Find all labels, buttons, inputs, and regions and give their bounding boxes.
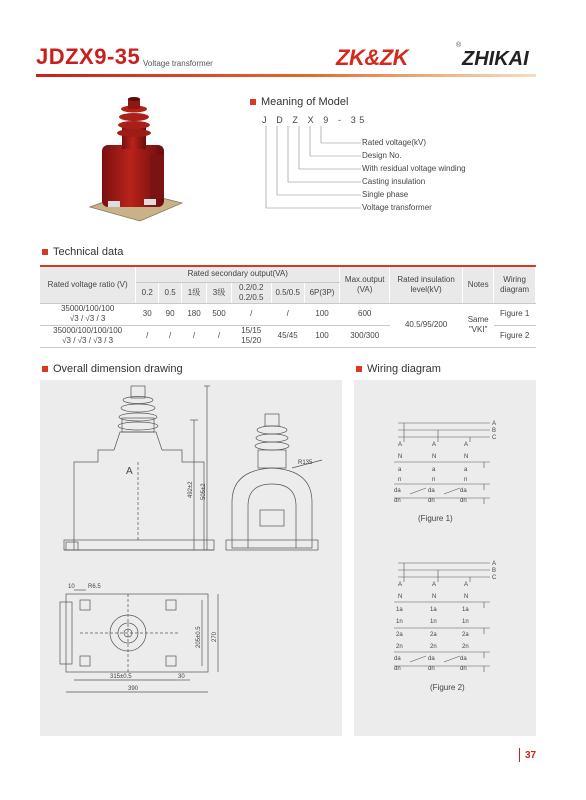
f1-term: a bbox=[464, 467, 468, 473]
th-ratio: Rated voltage ratio (V) bbox=[40, 266, 136, 303]
f2-term: A bbox=[398, 582, 403, 588]
f2-term: 1a bbox=[396, 607, 403, 613]
overall-drawing-heading: Overall dimension drawing bbox=[42, 363, 183, 375]
value-cell: 180 bbox=[182, 303, 207, 325]
th-sub-05-05: 0.5/0.5 bbox=[271, 282, 304, 303]
f2-term: da bbox=[428, 656, 435, 662]
f1-term: dn bbox=[394, 498, 401, 504]
value-cell: / bbox=[136, 325, 159, 347]
value-cell: / bbox=[231, 303, 271, 325]
f2-term: N bbox=[432, 594, 437, 600]
dimension-drawing bbox=[40, 380, 342, 736]
wiring-diagram-heading: Wiring diagram bbox=[356, 363, 441, 375]
f2-term: N bbox=[398, 594, 403, 600]
brand-logo-mark: ZK&ZK bbox=[336, 45, 409, 70]
max-output-cell: 300/300 bbox=[340, 325, 390, 347]
f2-term: 2n bbox=[430, 644, 437, 650]
ratio-top: 35000/100/100/100 bbox=[53, 326, 123, 335]
f2-term: da bbox=[394, 656, 401, 662]
th-insulation: Rated insulation level(kV) bbox=[390, 266, 463, 303]
f1-term: n bbox=[464, 477, 468, 483]
label-a: A bbox=[126, 466, 133, 477]
notes-cell: Same "VKI" bbox=[463, 303, 494, 347]
value-cell: / bbox=[207, 325, 232, 347]
th-notes: Notes bbox=[463, 266, 494, 303]
model-leader-lines bbox=[260, 126, 364, 216]
bullet-square-icon bbox=[356, 366, 362, 372]
wiring-diagram bbox=[354, 380, 536, 736]
th-sub-6p: 6P(3P) bbox=[304, 282, 339, 303]
bus-label-a: A bbox=[492, 561, 497, 567]
value-cell: 100 bbox=[304, 303, 339, 325]
th-sub-0-5: 0.5 bbox=[159, 282, 182, 303]
f2-term: 2a bbox=[396, 632, 403, 638]
f1-term: a bbox=[398, 467, 402, 473]
dim-492: 492±2 bbox=[188, 481, 194, 498]
f1-term: da bbox=[460, 488, 467, 494]
f2-term: 1n bbox=[430, 619, 437, 625]
f1-term: dn bbox=[428, 498, 435, 504]
model-item-rated-voltage: Rated voltage(kV) bbox=[362, 138, 427, 147]
f1-term: dn bbox=[460, 498, 467, 504]
f2-term: A bbox=[464, 582, 469, 588]
ratio-cell bbox=[40, 325, 136, 347]
th-wiring: Wiring diagram bbox=[494, 266, 536, 303]
f2-term: dn bbox=[428, 666, 435, 672]
bus-label-c: C bbox=[492, 435, 497, 441]
bullet-square-icon bbox=[42, 249, 48, 255]
max-output-cell: 600 bbox=[340, 303, 390, 325]
f1-term: A bbox=[464, 442, 469, 448]
dim-315: 315±0.5 bbox=[110, 674, 132, 680]
f1-term: A bbox=[398, 442, 403, 448]
value-cell: / bbox=[271, 303, 304, 325]
value-cell: 500 bbox=[207, 303, 232, 325]
page-number-rule bbox=[519, 748, 520, 762]
ratio-bottom: √3 / √3 / √3 / 3 bbox=[62, 336, 114, 345]
page-subtitle: Voltage transformer bbox=[143, 59, 213, 68]
f2-term: 1a bbox=[462, 607, 469, 613]
model-item-voltage-transformer: Voltage transformer bbox=[362, 203, 432, 212]
f2-term: dn bbox=[460, 666, 467, 672]
f2-term: 2a bbox=[430, 632, 437, 638]
dimension-drawing-panel bbox=[40, 380, 342, 736]
table-row bbox=[40, 303, 536, 325]
dim-505: 505±2 bbox=[201, 483, 207, 500]
f2-term: N bbox=[464, 594, 469, 600]
insulation-cell: 40.5/95/200 bbox=[390, 303, 463, 347]
model-code: J D Z X 9 - 35 bbox=[262, 115, 368, 125]
page-title: JDZX9-35 bbox=[36, 44, 141, 69]
bullet-square-icon bbox=[42, 366, 48, 372]
ratio-bottom: √3 / √3 / 3 bbox=[69, 314, 106, 323]
f1-term: n bbox=[398, 477, 402, 483]
value-cell: 90 bbox=[159, 303, 182, 325]
f1-term: N bbox=[432, 454, 437, 460]
header-rule bbox=[36, 74, 536, 77]
technical-data-heading: Technical data bbox=[42, 246, 123, 258]
bus-label-c: C bbox=[492, 575, 497, 581]
value-cell: / bbox=[159, 325, 182, 347]
f1-term: da bbox=[394, 488, 401, 494]
transformer-photo bbox=[82, 95, 192, 225]
page-number: 37 bbox=[525, 750, 537, 761]
model-item-single-phase: Single phase bbox=[362, 190, 409, 199]
bus-label-b: B bbox=[492, 568, 497, 574]
ratio-cell bbox=[40, 303, 136, 325]
dim-205: 205±0.5 bbox=[196, 626, 202, 648]
value-cell: 30 bbox=[136, 303, 159, 325]
dim-390: 390 bbox=[128, 686, 139, 692]
value-cell: / bbox=[182, 325, 207, 347]
dim-270: 270 bbox=[212, 631, 218, 642]
technical-data-table bbox=[40, 265, 536, 348]
model-item-design-no: Design No. bbox=[362, 151, 402, 160]
bus-label-b: B bbox=[492, 428, 497, 434]
dim-r65: R6.5 bbox=[88, 584, 101, 590]
model-item-casting: Casting insulation bbox=[362, 177, 426, 186]
dim-30: 30 bbox=[178, 674, 185, 680]
f2-term: dn bbox=[394, 666, 401, 672]
figure2-caption: (Figure 2) bbox=[430, 683, 465, 692]
f2-term: 2n bbox=[396, 644, 403, 650]
f2-term: 1n bbox=[396, 619, 403, 625]
dim-10: 10 bbox=[68, 584, 75, 590]
model-meaning-heading: Meaning of Model bbox=[250, 96, 348, 108]
f2-term: A bbox=[432, 582, 437, 588]
brand-name: ZHIKAI bbox=[462, 48, 529, 70]
f2-term: 2a bbox=[462, 632, 469, 638]
f1-term: n bbox=[432, 477, 436, 483]
value-cell: 15/15 15/20 bbox=[231, 325, 271, 347]
th-sub-3: 3级 bbox=[207, 282, 232, 303]
th-sub-02-02: 0.2/0.2 0.2/0.5 bbox=[231, 282, 271, 303]
f1-term: da bbox=[428, 488, 435, 494]
dim-r135: R135 bbox=[298, 460, 313, 466]
wiring-diagram-panel bbox=[354, 380, 536, 736]
bullet-square-icon bbox=[250, 99, 256, 105]
value-cell: 45/45 bbox=[271, 325, 304, 347]
f2-term: 2n bbox=[462, 644, 469, 650]
th-sub-1: 1级 bbox=[182, 282, 207, 303]
th-max-output: Max.output (VA) bbox=[340, 266, 390, 303]
f1-term: a bbox=[432, 467, 436, 473]
figure1-caption: (Figure 1) bbox=[418, 514, 453, 523]
bus-label-a: A bbox=[492, 421, 497, 427]
f2-term: 1a bbox=[430, 607, 437, 613]
value-cell: 100 bbox=[304, 325, 339, 347]
registered-mark: ® bbox=[456, 42, 462, 49]
model-item-residual-winding: With residual voltage winding bbox=[362, 164, 466, 173]
th-sub-0-2: 0.2 bbox=[136, 282, 159, 303]
wiring-cell: Figure 1 bbox=[494, 303, 536, 325]
th-secondary: Rated secondary output(VA) bbox=[136, 266, 340, 282]
f1-term: N bbox=[464, 454, 469, 460]
f1-term: N bbox=[398, 454, 403, 460]
f1-term: A bbox=[432, 442, 437, 448]
f2-term: da bbox=[460, 656, 467, 662]
f2-term: 1n bbox=[462, 619, 469, 625]
wiring-cell: Figure 2 bbox=[494, 325, 536, 347]
ratio-top: 35000/100/100 bbox=[60, 304, 115, 313]
